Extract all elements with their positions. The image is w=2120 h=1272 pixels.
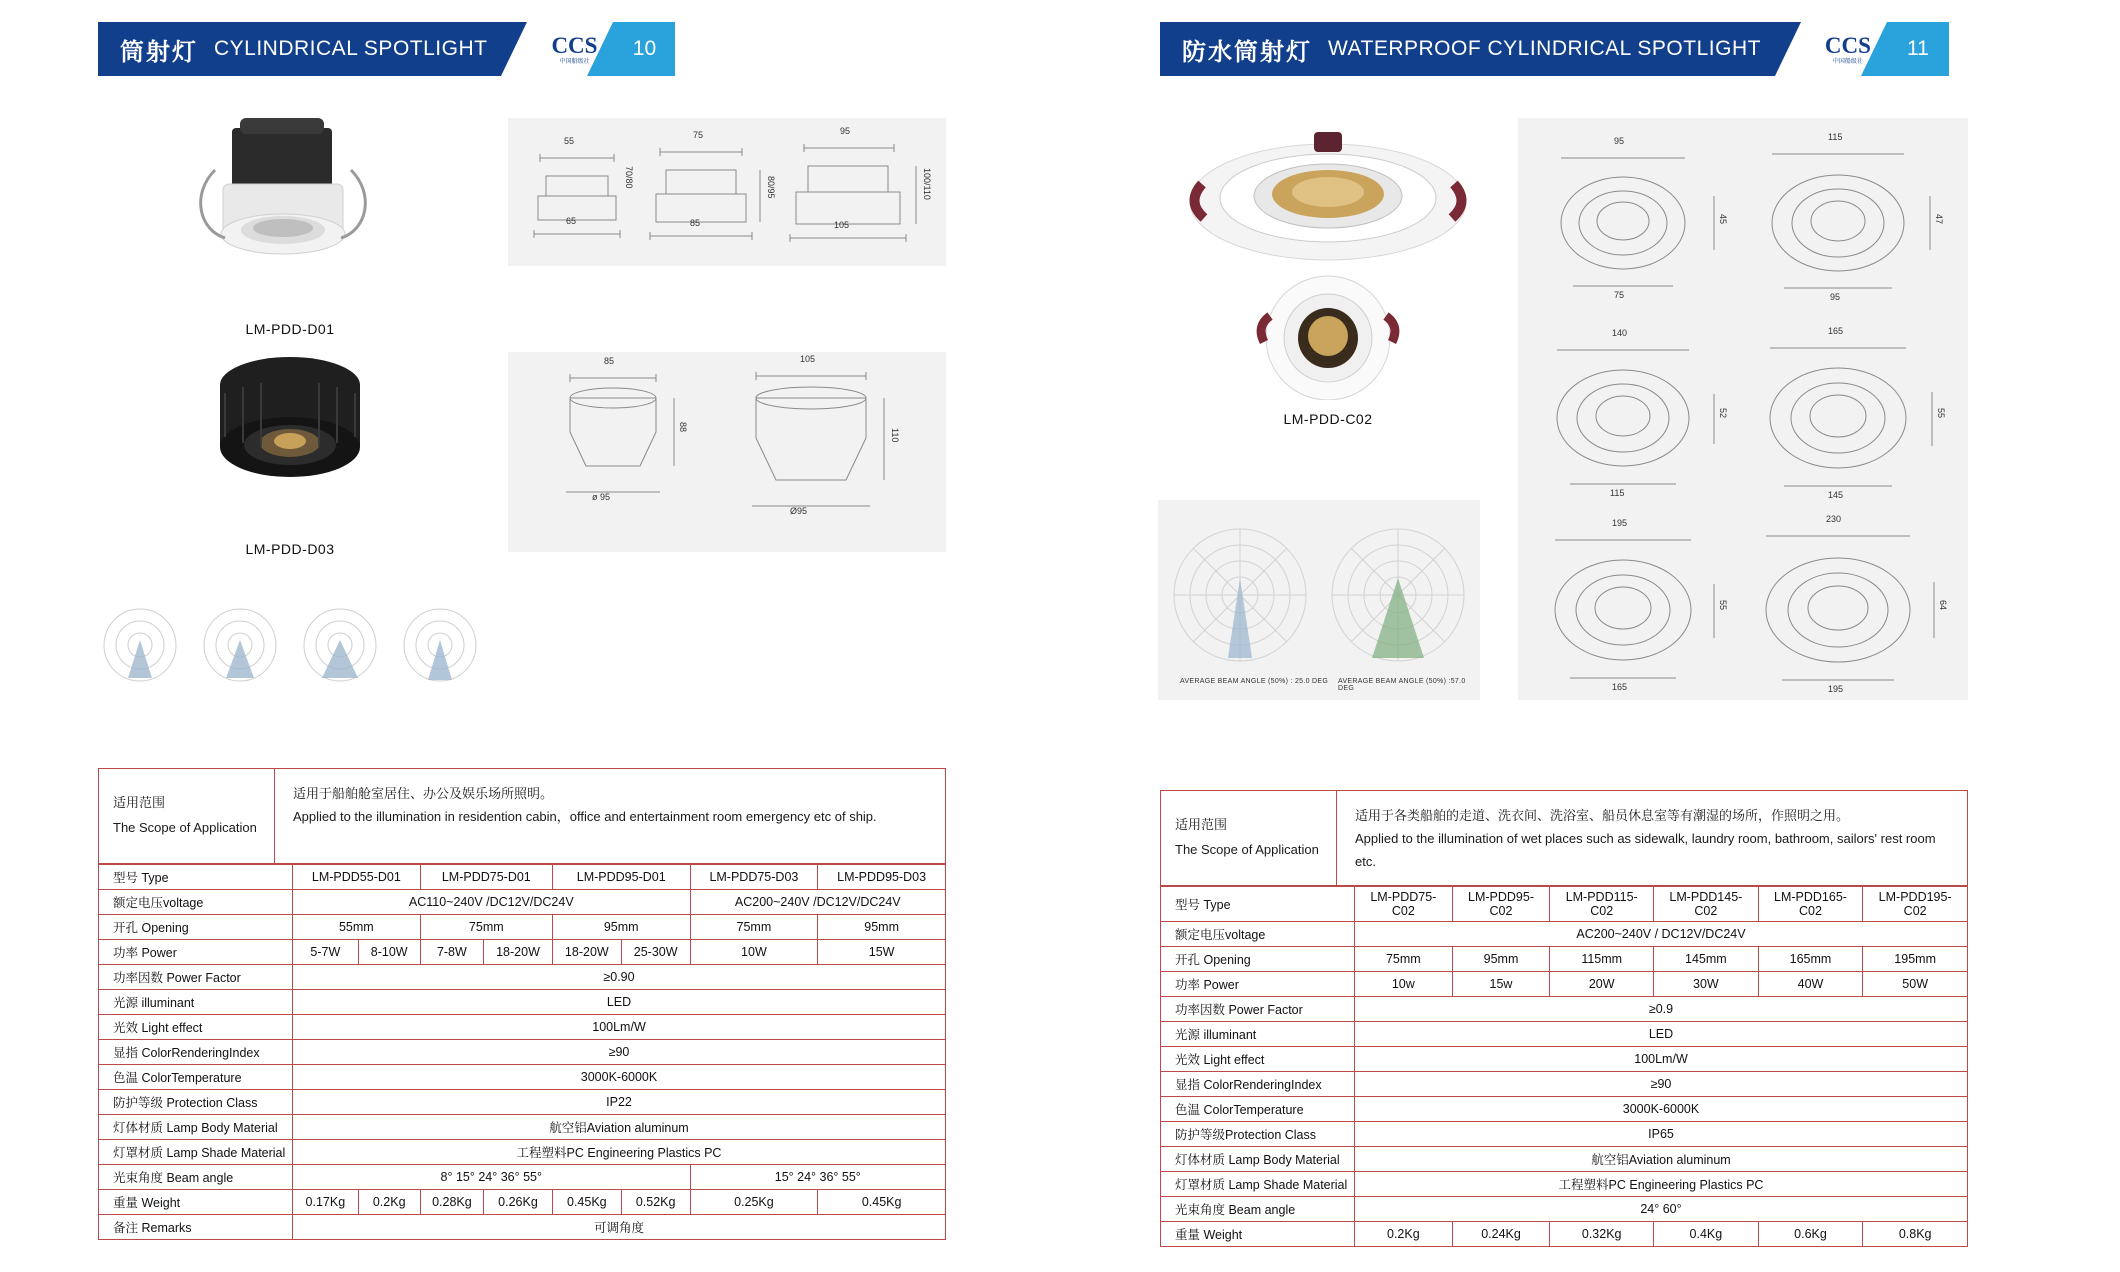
photometry-caption-2: AVERAGE BEAM ANGLE (50%) :57.0 DEG (1338, 678, 1466, 692)
row-cell: IP65 (1355, 1122, 1968, 1147)
table-row (99, 940, 946, 965)
scope-label-left (99, 769, 275, 863)
ccs-logo-text-right: CCS (1824, 32, 1871, 58)
row-cell: 24° 60° (1355, 1197, 1968, 1222)
row-cell: 10W (690, 940, 818, 965)
row-cell: 0.52Kg (621, 1190, 690, 1215)
row-label: 灯体材质 Lamp Body Material (1161, 1147, 1355, 1172)
dim-top-3-height: 100/110 (922, 168, 932, 200)
row-cell: 0.26Kg (484, 1190, 553, 1215)
row-label: 显指 ColorRenderingIndex (1161, 1072, 1355, 1097)
row-label: 灯罩材质 Lamp Shade Material (1161, 1172, 1355, 1197)
table-row (1161, 972, 1968, 997)
row-cell: LM-PDD75-D01 (420, 865, 552, 890)
row-cell: AC200~240V / DC12V/DC24V (1355, 922, 1968, 947)
dim-bottom-1-height: 88 (678, 422, 688, 433)
header-title-en: CYLINDRICAL SPOTLIGHT (214, 37, 488, 60)
table-row (1161, 1197, 1968, 1222)
row-cell: 8° 15° 24° 36° 55° (293, 1165, 691, 1190)
row-cell: ≥90 (293, 1040, 946, 1065)
row-cell: 7-8W (420, 940, 483, 965)
row-label: 功率 Power (99, 940, 293, 965)
left-page-header (98, 22, 675, 76)
header-title-cn: 筒射灯 (120, 38, 198, 66)
scope-label-en-right: The Scope of Application (1175, 842, 1319, 857)
scope-text-cn: 适用于船舶舱室居住、办公及娱乐场所照明。 (293, 786, 554, 801)
row-cell: LM-PDD145-C02 (1654, 887, 1759, 922)
row-label: 灯体材质 Lamp Body Material (99, 1115, 293, 1140)
row-cell: LED (293, 990, 946, 1015)
dim-r2-side: 47 (1934, 214, 1944, 225)
row-cell: 0.4Kg (1654, 1222, 1759, 1247)
row-cell: 100Lm/W (293, 1015, 946, 1040)
header-title-cn-right: 防水筒射灯 (1182, 38, 1312, 66)
row-cell: 18-20W (484, 940, 553, 965)
row-cell: 航空铝Aviation aluminum (293, 1115, 946, 1140)
dimension-drawings-bottom (508, 352, 946, 552)
row-label: 重量 Weight (1161, 1222, 1355, 1247)
row-cell: 75mm (420, 915, 552, 940)
table-row (99, 915, 946, 940)
row-cell: 0.24Kg (1452, 1222, 1550, 1247)
table-row (99, 865, 946, 890)
table-row (99, 1165, 946, 1190)
row-cell: 0.28Kg (420, 1190, 483, 1215)
row-cell: AC200~240V /DC12V/DC24V (690, 890, 945, 915)
spec-table-right (1160, 886, 1968, 1247)
scope-text-left (275, 769, 945, 863)
row-cell: 40W (1758, 972, 1863, 997)
dim-r4-top: 165 (1828, 326, 1844, 336)
row-label: 光源 illuminant (99, 990, 293, 1015)
dim-top-2-width: 75 (693, 130, 704, 140)
row-cell: 95mm (1452, 947, 1550, 972)
row-cell: 18-20W (552, 940, 621, 965)
row-cell: 3000K-6000K (293, 1065, 946, 1090)
page-number-right: 11 (1907, 37, 1929, 60)
row-cell: 95mm (818, 915, 946, 940)
dim-top-2-height: 80/95 (766, 176, 776, 199)
row-cell: 0.17Kg (293, 1190, 359, 1215)
scope-of-application-left (98, 768, 946, 864)
page-number-badge (613, 22, 675, 76)
dim-r5-bottom: 165 (1612, 682, 1628, 692)
table-row (99, 990, 946, 1015)
row-label: 功率 Power (1161, 972, 1355, 997)
table-row (99, 1015, 946, 1040)
row-cell: 航空铝Aviation aluminum (1355, 1147, 1968, 1172)
table-row (1161, 1097, 1968, 1122)
product-photo-d03 (185, 345, 395, 557)
row-cell: ≥0.90 (293, 965, 946, 990)
dim-r5-top: 195 (1612, 518, 1628, 528)
row-cell: LM-PDD55-D01 (293, 865, 421, 890)
row-label: 光效 Light effect (1161, 1047, 1355, 1072)
row-cell: 75mm (690, 915, 818, 940)
dim-r2-bottom: 95 (1830, 292, 1841, 302)
product-photo-d01 (185, 110, 395, 337)
dim-r4-bottom: 145 (1828, 490, 1844, 500)
table-row (99, 1190, 946, 1215)
photometric-thumbnails (92, 600, 512, 690)
row-cell: 0.45Kg (818, 1190, 946, 1215)
dim-r5-side: 55 (1718, 600, 1728, 611)
row-cell: LM-PDD75-D03 (690, 865, 818, 890)
dimension-drawings-bottom-svg (508, 352, 946, 552)
dim-r3-side: 52 (1718, 408, 1728, 419)
scope-label-cn: 适用范围 (113, 795, 166, 811)
dim-bottom-2-height: 110 (890, 428, 900, 443)
row-label: 备注 Remarks (99, 1215, 293, 1240)
scope-label-right (1161, 791, 1337, 885)
row-label: 灯罩材质 Lamp Shade Material (99, 1140, 293, 1165)
row-cell: 115mm (1550, 947, 1654, 972)
row-label: 光束角度 Beam angle (99, 1165, 293, 1190)
header-title-bar (98, 22, 501, 76)
row-label: 额定电压voltage (99, 890, 293, 915)
row-cell: ≥90 (1355, 1072, 1968, 1097)
table-row (1161, 1047, 1968, 1072)
dim-top-2-base: 85 (690, 218, 701, 228)
row-cell: 20W (1550, 972, 1654, 997)
row-cell: 工程塑料PC Engineering Plastics PC (1355, 1172, 1968, 1197)
row-cell: 55mm (293, 915, 421, 940)
table-row (1161, 887, 1968, 922)
ccs-logo-text: CCS (551, 32, 598, 58)
table-row (99, 1140, 946, 1165)
photometric-curves (92, 600, 512, 690)
dimension-drawings-top (508, 118, 946, 266)
scope-text-cn-right: 适用于各类船舶的走道、洗衣间、洗浴室、船员休息室等有潮湿的场所，作照明之用。 (1355, 808, 1850, 823)
row-label: 开孔 Opening (1161, 947, 1355, 972)
table-row (99, 1040, 946, 1065)
row-label: 功率因数 Power Factor (1161, 997, 1355, 1022)
row-cell: LM-PDD165-C02 (1758, 887, 1863, 922)
row-cell: LM-PDD115-C02 (1550, 887, 1654, 922)
dim-r6-top: 230 (1826, 514, 1842, 524)
row-cell: ≥0.9 (1355, 997, 1968, 1022)
dim-r1-side: 45 (1718, 214, 1728, 225)
row-cell: 95mm (552, 915, 690, 940)
row-label: 色温 ColorTemperature (99, 1065, 293, 1090)
row-label: 防护等级 Protection Class (99, 1090, 293, 1115)
row-cell: 可调角度 (293, 1215, 946, 1240)
dim-r1-top: 95 (1614, 136, 1625, 146)
scope-label-cn-right: 适用范围 (1175, 817, 1228, 833)
row-cell: 165mm (1758, 947, 1863, 972)
table-row (99, 1215, 946, 1240)
table-row (99, 965, 946, 990)
page-number: 10 (632, 37, 657, 60)
scope-text-en: Applied to the illumination in residention cabin，office and entertainment room emergency etc of ship. (293, 808, 877, 824)
row-cell: 5-7W (293, 940, 359, 965)
row-label: 光效 Light effect (99, 1015, 293, 1040)
row-label: 重量 Weight (99, 1190, 293, 1215)
dim-top-1-width: 55 (564, 136, 575, 146)
row-cell: 195mm (1863, 947, 1968, 972)
row-cell: LM-PDD75-C02 (1355, 887, 1453, 922)
dim-bottom-2-width: 105 (800, 354, 816, 364)
dim-bottom-1-width: 85 (604, 356, 615, 366)
photometry-box (1158, 500, 1480, 700)
table-row (1161, 1072, 1968, 1097)
row-cell: 145mm (1654, 947, 1759, 972)
table-row (1161, 997, 1968, 1022)
row-label: 型号 Type (1161, 887, 1355, 922)
waterproof-spotlight-illustration (1178, 110, 1478, 400)
scope-of-application-right (1160, 790, 1968, 886)
table-row (99, 890, 946, 915)
product-caption-d01: LM-PDD-D01 (245, 321, 335, 337)
row-cell: 0.6Kg (1758, 1222, 1863, 1247)
product-caption-c02: LM-PDD-C02 (1283, 411, 1373, 427)
dim-r3-top: 140 (1612, 328, 1628, 338)
row-label: 型号 Type (99, 865, 293, 890)
ccs-logo-sub: 中国船级社 (559, 58, 590, 65)
ccs-logo-sub-right: 中国船级社 (1832, 58, 1863, 65)
row-cell: 0.8Kg (1863, 1222, 1968, 1247)
row-cell: 75mm (1355, 947, 1453, 972)
table-row (1161, 1222, 1968, 1247)
table-row (99, 1065, 946, 1090)
dim-r2-top: 115 (1828, 132, 1843, 142)
table-row (1161, 1147, 1968, 1172)
product-photo-c02 (1178, 110, 1478, 427)
scope-text-en-right: Applied to the illumination of wet places such as sidewalk, laundry room, bathroom, sailors' rest room etc. (1355, 830, 1936, 869)
row-cell: 0.2Kg (1355, 1222, 1453, 1247)
table-row (1161, 947, 1968, 972)
left-page (0, 0, 1035, 1272)
table-row (1161, 922, 1968, 947)
header-title-bar-right (1160, 22, 1775, 76)
row-cell: 10w (1355, 972, 1453, 997)
dim-top-1-base: 65 (566, 216, 577, 226)
table-row (1161, 1122, 1968, 1147)
row-cell: LM-PDD95-D01 (552, 865, 690, 890)
row-label: 色温 ColorTemperature (1161, 1097, 1355, 1122)
photometry-caption-1: AVERAGE BEAM ANGLE (50%) : 25.0 DEG (1180, 678, 1329, 685)
scope-text-right (1337, 791, 1967, 885)
right-page (1150, 0, 2120, 1272)
row-cell: 0.32Kg (1550, 1222, 1654, 1247)
row-label: 开孔 Opening (99, 915, 293, 940)
row-cell: 3000K-6000K (1355, 1097, 1968, 1122)
row-cell: 15w (1452, 972, 1550, 997)
row-cell: LM-PDD95-C02 (1452, 887, 1550, 922)
right-page-header (1160, 22, 1949, 76)
row-label: 额定电压voltage (1161, 922, 1355, 947)
row-label: 防护等级Protection Class (1161, 1122, 1355, 1147)
dim-bottom-2-dia: Ø95 (790, 506, 808, 516)
row-cell: 15° 24° 36° 55° (690, 1165, 945, 1190)
row-cell: 25-30W (621, 940, 690, 965)
row-cell: 100Lm/W (1355, 1047, 1968, 1072)
header-title-en-right: WATERPROOF CYLINDRICAL SPOTLIGHT (1328, 37, 1761, 60)
row-cell: 8-10W (358, 940, 420, 965)
dim-r3-bottom: 115 (1610, 488, 1625, 498)
row-cell: LM-PDD95-D03 (818, 865, 946, 890)
dim-top-1-height: 70/80 (624, 166, 634, 189)
table-row (1161, 1022, 1968, 1047)
row-cell: 0.25Kg (690, 1190, 818, 1215)
row-label: 光源 illuminant (1161, 1022, 1355, 1047)
spotlight-d01-illustration (185, 110, 395, 310)
row-cell: LM-PDD195-C02 (1863, 887, 1968, 922)
dim-r6-bottom: 195 (1828, 684, 1844, 694)
row-cell: LED (1355, 1022, 1968, 1047)
dim-top-3-base: 105 (834, 220, 850, 230)
spec-table-left (98, 864, 946, 1240)
row-cell: AC110~240V /DC12V/DC24V (293, 890, 691, 915)
photometry-diagrams (1158, 500, 1480, 700)
row-cell: 工程塑料PC Engineering Plastics PC (293, 1140, 946, 1165)
dim-r1-bottom: 75 (1614, 290, 1625, 300)
row-cell: 30W (1654, 972, 1759, 997)
scope-label-en: The Scope of Application (113, 820, 257, 835)
table-row (99, 1090, 946, 1115)
product-caption-d03: LM-PDD-D03 (245, 541, 335, 557)
row-cell: 0.45Kg (552, 1190, 621, 1215)
row-label: 光束角度 Beam angle (1161, 1197, 1355, 1222)
dim-top-3-width: 95 (840, 126, 851, 136)
row-cell: IP22 (293, 1090, 946, 1115)
row-label: 显指 ColorRenderingIndex (99, 1040, 293, 1065)
dimension-drawings-right-svg (1518, 118, 1968, 700)
row-cell: 15W (818, 940, 946, 965)
dim-r6-side: 64 (1938, 600, 1948, 611)
dim-bottom-1-dia: ø 95 (592, 492, 611, 502)
page-number-badge-right (1887, 22, 1949, 76)
row-cell: 0.2Kg (358, 1190, 420, 1215)
spotlight-d03-illustration (185, 345, 395, 530)
table-row (99, 1115, 946, 1140)
dim-r4-side: 55 (1936, 408, 1946, 419)
row-cell: 50W (1863, 972, 1968, 997)
dimension-drawings-right (1518, 118, 1968, 700)
row-label: 功率因数 Power Factor (99, 965, 293, 990)
table-row (1161, 1172, 1968, 1197)
